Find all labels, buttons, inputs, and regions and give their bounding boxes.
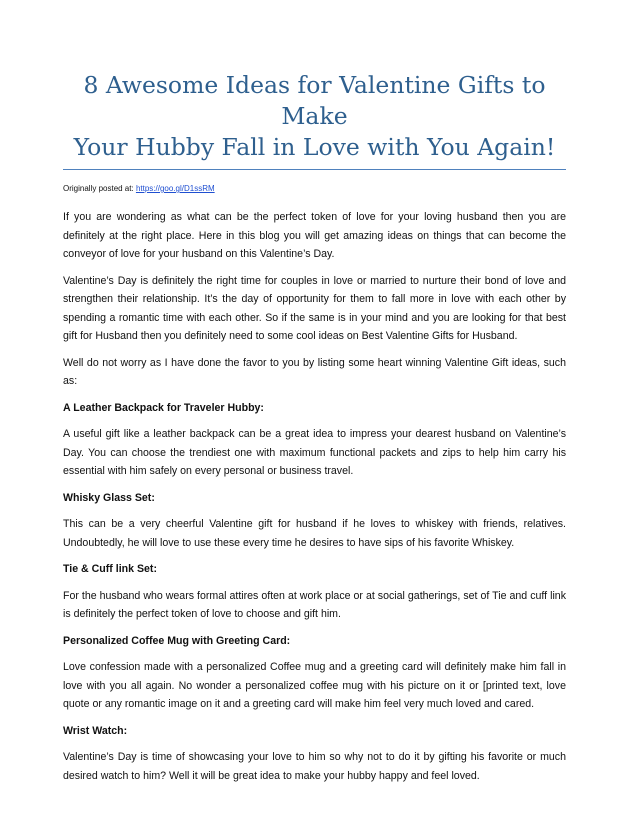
title-line-2: Your Hubby Fall in Love with You Again! [73, 133, 556, 161]
intro-paragraph-3: Well do not worry as I have done the favor to you by listing some heart winning Valentine Gift ideas, such as: [63, 356, 566, 387]
section-heading-whisky: Whisky Glass Set: [63, 491, 155, 504]
section-heading-wrist-watch: Wrist Watch: [63, 724, 128, 737]
section-text-coffee-mug: Love confession made with a personalized Coffee mug and a greeting card will definitely make him fall in love with you all again. No wonder a personalized coffee mug with his picture on it or [printed text, love quote or any romantic image on it and a greeting card will make him feel very much loved and cared. [63, 661, 566, 710]
section-heading-tie-cufflink: Tie & Cuff link Set: [63, 563, 157, 575]
intro-paragraph-2: Valentine’s Day is definitely the right time for couples in love or married to nurture their bond of love and strengthen their relationship. It’s the day of opportunity for them to fall more in love with each other by spending a romantic time with each other. So if the same is in your mind and you are looking for that best gift for Husband then you definitely need to some cool ideas on Best Valentine Gifts for Husband. [63, 274, 566, 342]
section-text-tie-cufflink: For the husband who wears formal attires often at work place or at social gatherings, set of Tie and cuff link is definitely the perfect token of love to choose and gift him. [63, 589, 566, 620]
originally-posted-line [63, 184, 566, 194]
document-page [63, 70, 566, 785]
intro-paragraph-1: If you are wondering as what can be the perfect token of love for your loving husband then you are definitely at the right place. Here in this blog you will get amazing ideas on things that can become the conveyor of love for your husband on this Valentine’s Day. [63, 211, 566, 260]
section-text-wrist-watch: Valentine’s Day is time of showcasing your love to him so why not to do it by gifting his favorite or much desired watch to him? Well it will be great idea to make your hubby happy and feel loved. [63, 751, 566, 782]
posted-prefix: Originally posted at: [63, 184, 136, 193]
section-text-whisky: This can be a very cheerful Valentine gift for husband if he loves to whiskey with friends, relatives. Undoubtedly, he will love to use these every time he desires to have sips of his favorite Whiskey. [63, 518, 566, 549]
source-link[interactable]: https://goo.gl/D1ssRM [135, 184, 215, 193]
section-heading-coffee-mug: Personalized Coffee Mug with Greeting Card: [63, 634, 291, 647]
title-line-1: 8 Awesome Ideas for Valentine Gifts to Make [83, 71, 546, 130]
section-heading-backpack: A Leather Backpack for Traveler Hubby: [63, 401, 264, 414]
title-divider [63, 169, 566, 170]
page-title [63, 70, 566, 163]
section-text-backpack: A useful gift like a leather backpack can be a great idea to impress your dearest husband on Valentine’s Day. You can choose the trendiest one with maximum functional packets and zips to help him carry his essential with him safely on every personal or business travel. [63, 428, 566, 477]
